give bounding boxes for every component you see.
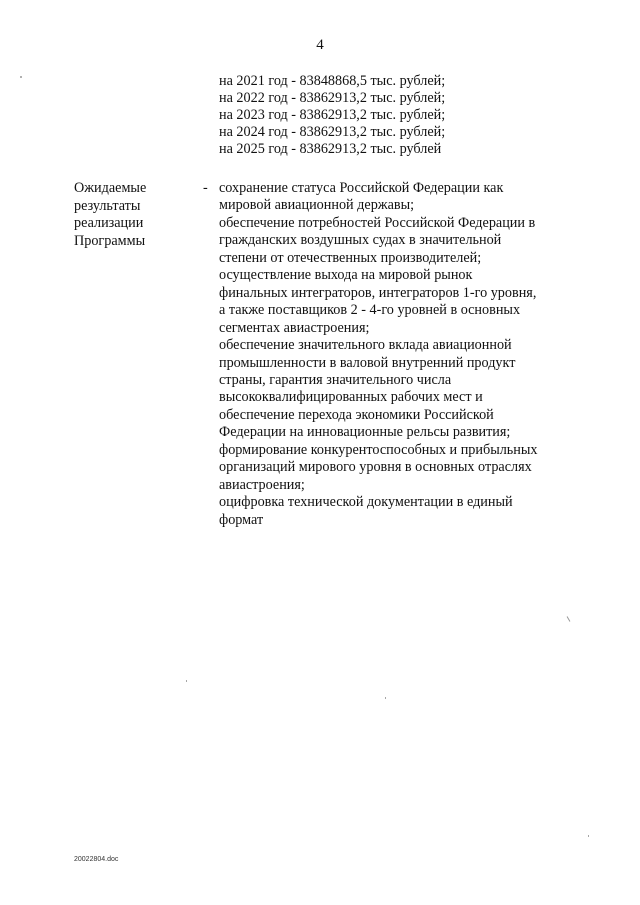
scan-speck xyxy=(20,76,22,78)
funding-line: на 2025 год - 83862913,2 тыс. рублей xyxy=(219,141,442,157)
label-separator-dash: - xyxy=(203,180,208,196)
funding-line: на 2023 год - 83862913,2 тыс. рублей; xyxy=(219,107,446,123)
result-line: мировой авиационной державы; xyxy=(219,197,415,214)
result-line: высококвалифицированных рабочих мест и xyxy=(219,389,483,406)
result-line: сохранение статуса Российской Федерации как xyxy=(219,180,504,196)
expected-results-label xyxy=(74,180,184,250)
label-line: результаты xyxy=(74,197,141,214)
scan-speck xyxy=(567,616,571,622)
result-line: организаций мирового уровня в основных отраслях xyxy=(219,459,532,476)
scan-speck xyxy=(186,680,187,682)
label-line: Ожидаемые xyxy=(74,180,147,196)
result-line: финальных интеграторов, интеграторов 1-го уровня, xyxy=(219,284,537,301)
result-line: оцифровка технической документации в единый xyxy=(219,494,513,511)
result-line: промышленности в валовой внутренний продукт xyxy=(219,354,516,371)
result-line: страны, гарантия значительного числа xyxy=(219,371,452,388)
result-line: сегментах авиастроения; xyxy=(219,319,370,336)
expected-results-text xyxy=(219,180,599,529)
result-line: степени от отечественных производителей; xyxy=(219,249,482,266)
result-line: обеспечение потребностей Российской Федерации в xyxy=(219,214,536,231)
label-line: Программы xyxy=(74,232,146,249)
page-number: 4 xyxy=(316,37,324,53)
funding-amounts-list xyxy=(219,73,445,158)
funding-line: на 2022 год - 83862913,2 тыс. рублей; xyxy=(219,90,446,106)
result-line: авиастроения; xyxy=(219,476,305,493)
funding-line: на 2024 год - 83862913,2 тыс. рублей; xyxy=(219,124,446,140)
result-line: а также поставщиков 2 - 4-го уровней в основных xyxy=(219,302,521,319)
result-line: осуществление выхода на мировой рынок xyxy=(219,267,473,284)
result-line: формирование конкурентоспособных и прибыльных xyxy=(219,441,538,458)
result-line: Федерации на инновационные рельсы развития; xyxy=(219,424,511,441)
scan-speck xyxy=(588,835,589,837)
result-line: гражданских воздушных судах в значительной xyxy=(219,232,502,249)
result-line: формат xyxy=(219,511,264,528)
result-line: обеспечение перехода экономики Российской xyxy=(219,406,494,423)
footer-file-name: 20022804.doc xyxy=(74,856,119,863)
label-line: реализации xyxy=(74,215,144,231)
funding-line: на 2021 год - 83848868,5 тыс. рублей; xyxy=(219,73,446,89)
result-line: обеспечение значительного вклада авиационной xyxy=(219,337,512,354)
scan-speck xyxy=(385,697,386,699)
